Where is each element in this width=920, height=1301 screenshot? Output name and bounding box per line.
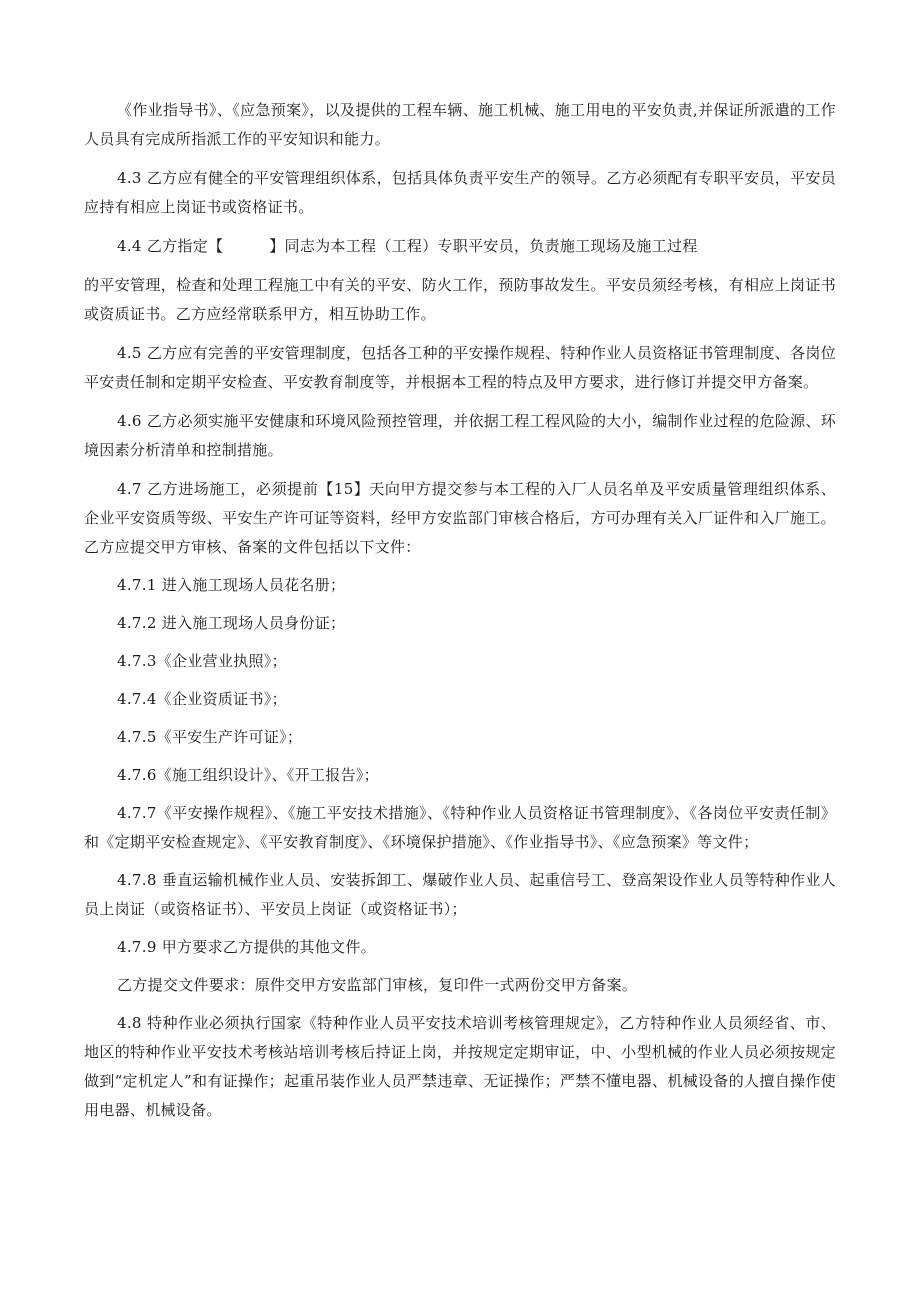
paragraph-4-4-continued: 的平安管理，检查和处理工程施工中有关的平安、防火工作，预防事故发生。平安员须经考核，有相应上岗证书或资质证书。乙方应经常联系甲方，相互协助工作。 xyxy=(84,276,836,323)
paragraph-intro: 《作业指导书》、《应急预案》，以及提供的工程车辆、施工机械、施工用电的平安负责,并保证所派遣的工作人员具有完成所指派工作的平安知识和能力。 xyxy=(84,101,836,148)
paragraph-4-5: 4.5 乙方应有完善的平安管理制度，包括各工种的平安操作规程、特种作业人员资格证书管理制度、各岗位平安责任制和定期平安检查、平安教育制度等，并根据本工程的特点及甲方要求，进行修订并提交甲方备案。 xyxy=(84,344,836,391)
list-item-4-7-6: 4.7.6《施工组织设计》、《开工报告》； xyxy=(117,766,379,784)
list-item-4-7-7: 4.7.7《平安操作规程》、《施工平安技术措施》、《特种作业人员资格证书管理制度》、《各岗位平安责任制》和《定期平安检查规定》、《平安教育制度》、《环境保护措施》、《作业指导书》、《应急预案》等文件； xyxy=(84,804,836,851)
paragraph-4-3: 4.3 乙方应有健全的平安管理组织体系，包括具体负责平安生产的领导。乙方必须配有专职平安员，平安员应持有相应上岗证书或资格证书。 xyxy=(84,169,836,216)
paragraph-4-8: 4.8 特种作业必须执行国家《特种作业人员平安技术培训考核管理规定》，乙方特种作业人员须经省、市、地区的特种作业平安技术考核站培训考核后持证上岗，并按规定定期审证，中、小型机械的作业人员必须按规定做到“定机定人”和有证操作；起重吊装作业人员严禁违章、无证操作；严禁不懂电器、机械设备的人擅自操作使用电器、机械设备。 xyxy=(84,1014,836,1119)
list-item-4-7-3: 4.7.3《企业营业执照》； xyxy=(117,652,287,670)
list-item-4-7-5: 4.7.5《平安生产许可证》； xyxy=(117,728,303,746)
paragraph-4-6: 4.6 乙方必须实施平安健康和环境风险预控管理，并依据工程工程风险的大小，编制作业过程的危险源、环境因素分析清单和控制措施。 xyxy=(84,412,836,459)
list-item-4-7-1: 4.7.1 进入施工现场人员花名册； xyxy=(117,576,346,594)
list-item-4-7-9: 4.7.9 甲方要求乙方提供的其他文件。 xyxy=(117,938,376,956)
list-item-4-7-2: 4.7.2 进入施工现场人员身份证； xyxy=(117,614,346,632)
document-page xyxy=(84,96,836,1125)
paragraph-4-4: 4.4 乙方指定【 】同志为本工程（工程）专职平安员，负责施工现场及施工过程 xyxy=(117,237,698,255)
paragraph-submission-requirements: 乙方提交文件要求：原件交甲方安监部门审核，复印件一式两份交甲方备案。 xyxy=(117,976,638,994)
list-item-4-7-8: 4.7.8 垂直运输机械作业人员、安装拆卸工、爆破作业人员、起重信号工、登高架设作业人员等特种作业人员上岗证（或资格证书）、平安员上岗证（或资格证书）； xyxy=(84,871,836,918)
paragraph-4-7: 4.7 乙方进场施工，必须提前【15】天向甲方提交参与本工程的入厂人员名单及平安质量管理组织体系、企业平安资质等级、平安生产许可证等资料，经甲方安监部门审核合格后，方可办理有关入厂证件和入厂施工。乙方应提交甲方审核、备案的文件包括以下文件： xyxy=(84,480,836,556)
list-item-4-7-4: 4.7.4《企业资质证书》； xyxy=(117,690,287,708)
